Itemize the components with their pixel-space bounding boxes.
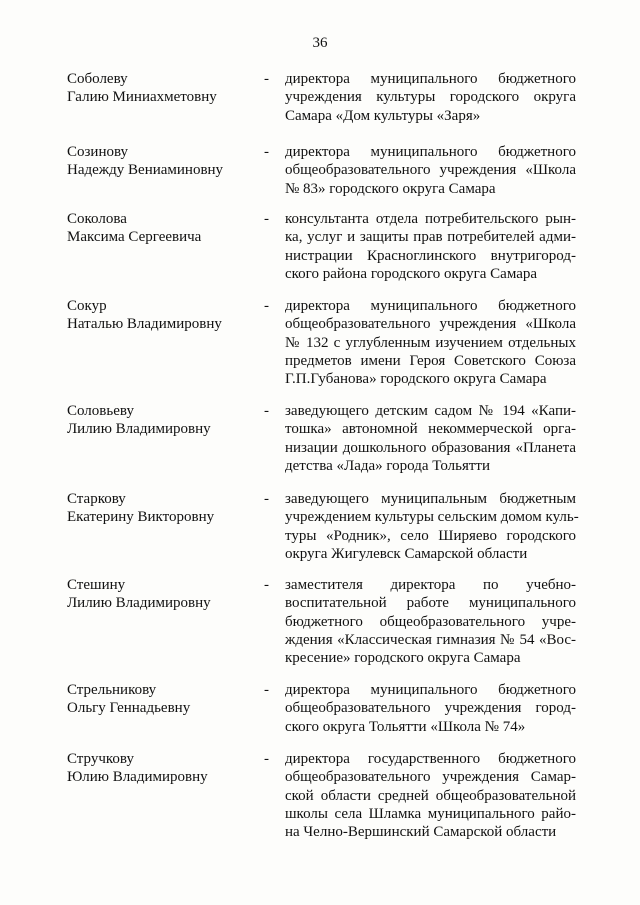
position-line: заведующего муниципальным бюджетным	[285, 491, 576, 507]
person-name-line: Галию Миниахметовну	[67, 89, 217, 105]
position-line: № 132 с углубленным изучением отдельных	[285, 334, 576, 351]
position-line: ской области средней общеобразовательной	[285, 787, 576, 804]
position-line: предметов имени Героя Советского Союза	[285, 352, 576, 369]
position-line: ского округа Тольятти «Школа № 74»	[285, 718, 526, 735]
position-description	[285, 143, 576, 198]
person-name-line: Старкову	[67, 491, 126, 507]
person-name-line: Соколова	[67, 211, 127, 227]
position-line: заведующего детским садом № 194 «Капи-	[285, 403, 576, 419]
person-name-line: Созинову	[67, 144, 129, 160]
position-line: № 83» городского округа Самара	[285, 180, 496, 197]
position-line: детства «Лада» города Тольятти	[285, 457, 490, 474]
position-line: школы села Шламка муниципального райо-	[285, 805, 576, 822]
person-name-line: Ольгу Геннадьевну	[67, 700, 191, 716]
position-line: Г.П.Губанова» городского округа Самара	[285, 371, 547, 388]
position-line: учреждением культуры сельским домом куль-	[285, 509, 579, 526]
person-name-line: Сокур	[67, 298, 107, 314]
position-line: директора муниципального бюджетного	[285, 144, 576, 160]
position-line: на Челно-Вершинский Самарской области	[285, 824, 557, 841]
position-line: заместителя директора по учебно-	[285, 577, 576, 593]
position-description	[285, 402, 576, 475]
position-description	[285, 681, 576, 736]
position-line: общеобразовательного учреждения «Школа	[285, 316, 576, 333]
page-number: 36	[312, 35, 328, 51]
dash-separator: -	[264, 211, 269, 227]
dash-separator: -	[264, 144, 269, 160]
position-description	[285, 576, 576, 667]
position-description	[285, 70, 576, 125]
position-line: общеобразовательного учреждения «Школа	[285, 162, 576, 179]
position-line: ка, услуг и защиты прав потребителей адми-	[285, 229, 576, 246]
person-name-line: Стешину	[67, 577, 126, 593]
person-name-line: Надежду Вениаминовну	[67, 162, 224, 178]
position-line: тошка» автономной некоммерческой орга-	[285, 421, 576, 438]
person-name	[67, 70, 252, 106]
position-line: Самара «Дом культуры «Заря»	[285, 107, 481, 124]
position-line: директора муниципального бюджетного	[285, 71, 576, 87]
person-name-line: Соболеву	[67, 71, 128, 87]
position-line: округа Жигулевск Самарской области	[285, 545, 528, 562]
person-name	[67, 297, 252, 333]
position-line: нистрации Красноглинского внутригород-	[285, 247, 576, 264]
person-name	[67, 402, 252, 438]
position-description	[285, 750, 576, 841]
position-description	[285, 210, 576, 283]
position-line: низации дошкольного образования «Планета	[285, 439, 576, 456]
dash-separator: -	[264, 403, 269, 419]
person-name-line: Наталью Владимировну	[67, 316, 222, 332]
position-line: туры «Родник», село Ширяево городского	[285, 527, 576, 544]
position-line: кресение» городского округа Самара	[285, 650, 521, 667]
person-name	[67, 750, 252, 786]
person-name-line: Стручкову	[67, 751, 134, 767]
dash-separator: -	[264, 682, 269, 698]
person-name-line: Екатерину Викторовну	[67, 509, 215, 525]
position-line: директора муниципального бюджетного	[285, 298, 576, 314]
position-line: воспитательной работе муниципального	[285, 595, 576, 612]
position-line: директора муниципального бюджетного	[285, 682, 576, 698]
person-name	[67, 576, 252, 612]
person-name	[67, 143, 252, 179]
dash-separator: -	[264, 577, 269, 593]
person-name	[67, 681, 252, 717]
dash-separator: -	[264, 71, 269, 87]
position-line: директора государственного бюджетного	[285, 751, 576, 767]
position-description	[285, 490, 579, 563]
person-name-line: Стрельникову	[67, 682, 157, 698]
position-description	[285, 297, 576, 388]
position-line: общеобразовательного учреждения Самар-	[285, 769, 576, 786]
position-line: учреждения культуры городского округа	[285, 89, 576, 106]
person-name-line: Юлию Владимировну	[67, 769, 208, 785]
person-name-line: Лилию Владимировну	[67, 421, 211, 437]
person-name	[67, 210, 252, 246]
position-line: ского района городского округа Самара	[285, 265, 538, 282]
position-line: бюджетного общеобразовательного учре-	[285, 613, 576, 630]
person-name	[67, 490, 252, 526]
person-name-line: Лилию Владимировну	[67, 595, 211, 611]
position-line: общеобразовательного учреждения город-	[285, 700, 576, 717]
person-name-line: Соловьеву	[67, 403, 134, 419]
person-name-line: Максима Сергеевича	[67, 229, 202, 245]
position-line: консультанта отдела потребительского рын-	[285, 211, 576, 227]
dash-separator: -	[264, 491, 269, 507]
dash-separator: -	[264, 298, 269, 314]
position-line: ждения «Классическая гимназия № 54 «Вос-	[285, 631, 576, 648]
dash-separator: -	[264, 751, 269, 767]
